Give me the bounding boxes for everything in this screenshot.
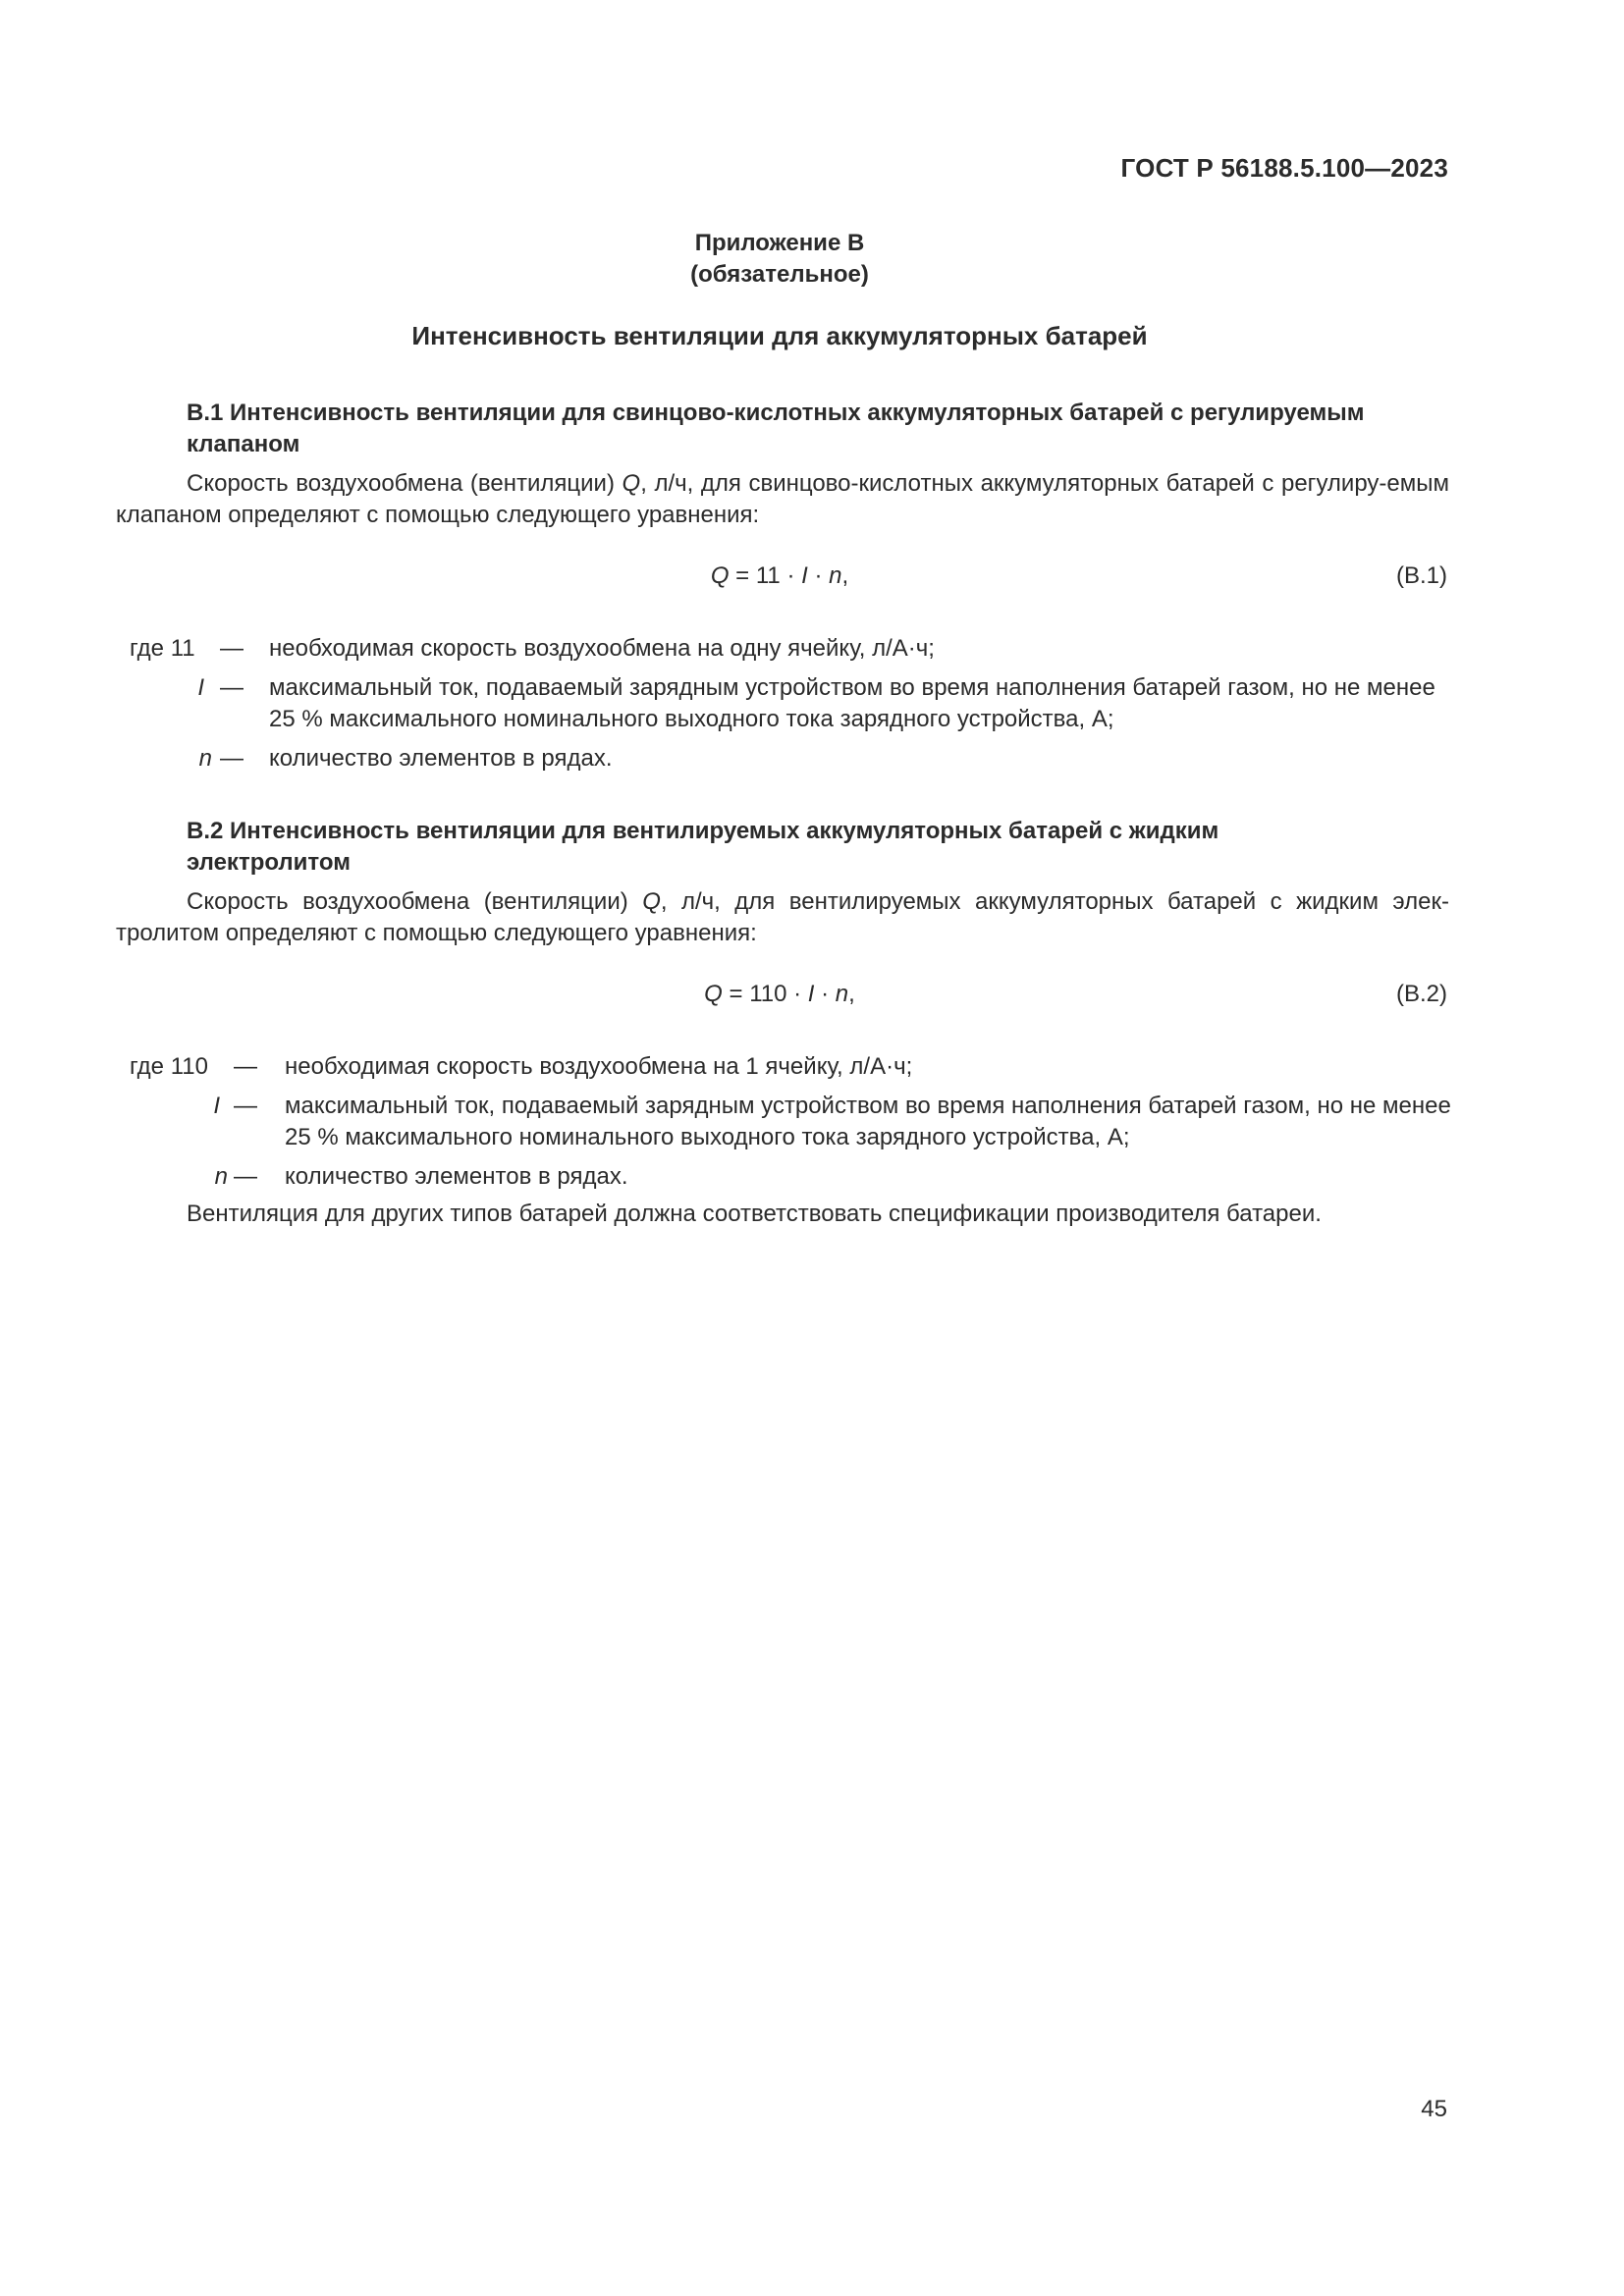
section-heading-b1 xyxy=(187,398,1453,460)
definition-dash: — xyxy=(234,1093,257,1119)
formula-number-b2: (В.2) xyxy=(1395,981,1447,1007)
appendix-status: (обязательное) xyxy=(690,261,869,288)
definition-dash: — xyxy=(220,745,244,772)
formula-b2 xyxy=(0,981,1559,1008)
section-paragraph-b1 xyxy=(116,468,1449,531)
appendix-label-block xyxy=(0,228,1559,291)
appendix-label: Приложение В xyxy=(694,230,865,256)
definition-symbol: где 110 xyxy=(130,1053,208,1080)
page-number: 45 xyxy=(1421,2096,1447,2122)
paragraph-text: Скорость воздухообмена (вентиляции) xyxy=(187,470,623,497)
closing-paragraph: Вентиляция для других типов батарей должна соответствовать спецификации производителя батареи. xyxy=(187,1201,1322,1227)
formula-symbol: n xyxy=(829,562,842,589)
definition-text: количество элементов в рядах. xyxy=(269,745,613,772)
section-heading-line: клапаном xyxy=(187,431,300,457)
paragraph-text: Скорость воздухообмена (вентиляции) xyxy=(187,888,643,915)
formula-symbol: Q xyxy=(704,981,723,1007)
definition-text: максимальный ток, подаваемый зарядным устройством во время наполнения батарей газом, но не менее 25 % максимального номинального выходного тока зарядного устройства, А; xyxy=(269,674,1435,732)
formula-b1 xyxy=(0,562,1559,590)
formula-symbol: n xyxy=(835,981,849,1007)
definition-dash: — xyxy=(234,1163,257,1190)
paragraph-text: , л/ч, для вентилируемых аккумуляторных батарей с жидким элек-тролитом определяют с помощью следующего уравнения: xyxy=(116,888,1449,946)
definition-text: необходимая скорость воздухообмена на одну ячейку, л/А·ч; xyxy=(269,635,935,662)
symbol-q: Q xyxy=(642,888,661,915)
formula-text: · xyxy=(814,981,836,1007)
section-heading-b2 xyxy=(187,816,1453,879)
definition-dash: — xyxy=(234,1053,257,1080)
formula-text: , xyxy=(841,562,849,589)
definition-symbol: n xyxy=(198,745,212,772)
definition-symbol: n xyxy=(214,1163,228,1190)
definition-dash: — xyxy=(220,635,244,662)
definition-symbol: I xyxy=(213,1093,220,1119)
formula-symbol: I xyxy=(801,562,808,589)
section-paragraph-b2 xyxy=(116,886,1449,949)
definition-text: необходимая скорость воздухообмена на 1 ячейку, л/А·ч; xyxy=(285,1053,913,1080)
definition-text: максимальный ток, подаваемый зарядным устройством во время наполнения батарей газом, но не менее 25 % максимального номинального выходного тока зарядного устройства, А; xyxy=(285,1093,1451,1150)
definition-symbol: I xyxy=(197,674,204,701)
formula-text: = 11 · xyxy=(729,562,802,589)
appendix-title: Интенсивность вентиляции для аккумуляторных батарей xyxy=(411,321,1148,350)
formula-text: , xyxy=(848,981,855,1007)
definition-text: количество элементов в рядах. xyxy=(285,1163,628,1190)
section-heading-line: электролитом xyxy=(187,849,351,876)
formula-number-b1: (В.1) xyxy=(1395,562,1447,589)
section-heading-line: В.1 Интенсивность вентиляции для свинцово-кислотных аккумуляторных батарей с регулируемым xyxy=(187,400,1365,426)
definition-symbol: где 11 xyxy=(130,635,195,662)
section-heading-line: В.2 Интенсивность вентиляции для вентилируемых аккумуляторных батарей с жидким xyxy=(187,818,1219,844)
standard-designation: ГОСТ Р 56188.5.100—2023 xyxy=(1120,153,1448,183)
symbol-q: Q xyxy=(622,470,641,497)
formula-symbol: Q xyxy=(710,562,730,589)
formula-text: · xyxy=(807,562,830,589)
formula-text: = 110 · xyxy=(722,981,808,1007)
definition-dash: — xyxy=(220,674,244,701)
paragraph-text: , л/ч, для свинцово-кислотных аккумуляторных батарей с регулиру-емым клапаном определяют с помощью следующего уравнения: xyxy=(116,470,1449,528)
formula-symbol: I xyxy=(807,981,815,1007)
